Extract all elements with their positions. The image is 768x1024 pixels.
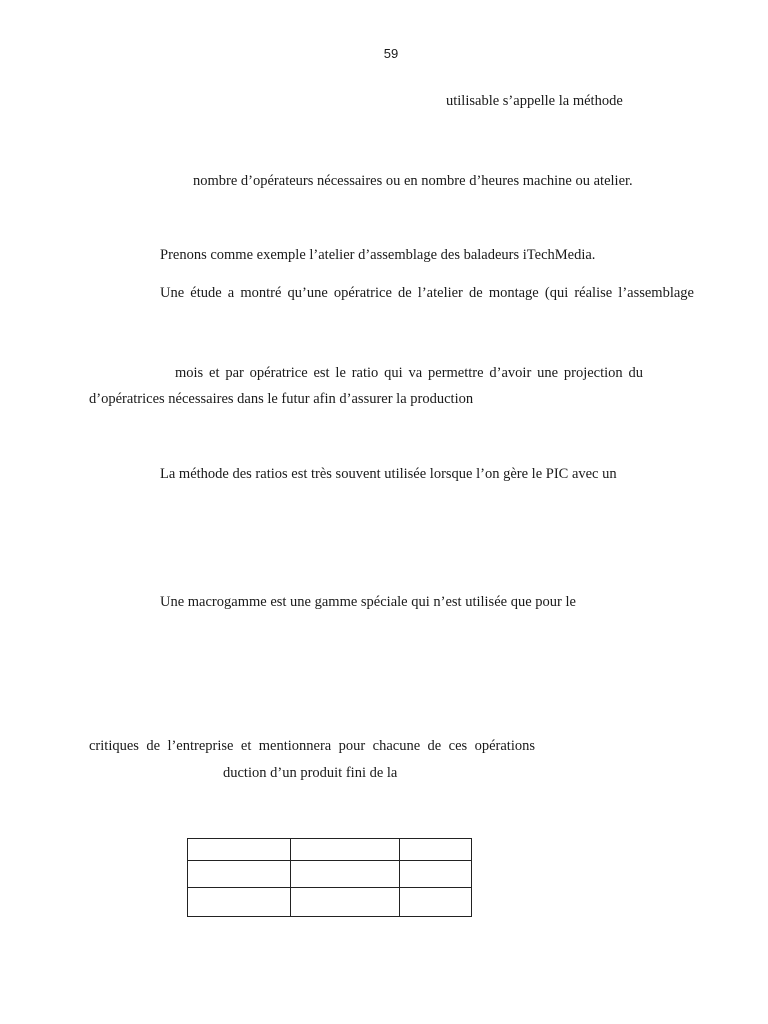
text-line-8: Une macrogamme est une gamme spéciale qui n’est utilisée que pour le (160, 594, 576, 610)
text-line-5: mois et par opératrice est le ratio qui va permettre d’avoir une projection du (175, 365, 643, 381)
text-line-3: Prenons comme exemple l’atelier d’assemblage des baladeurs iTechMedia. (160, 247, 596, 263)
text-line-9: critiques de l’entreprise et mentionnera pour chacune de ces opérations (89, 738, 535, 754)
table-cell (291, 839, 400, 861)
table-cell (188, 888, 291, 917)
table-cell (188, 839, 291, 861)
page-number: 59 (383, 46, 399, 61)
table-row (188, 888, 472, 917)
table-cell (400, 861, 472, 888)
data-table (187, 838, 472, 917)
table-cell (400, 839, 472, 861)
table-row (188, 861, 472, 888)
table-cell (291, 861, 400, 888)
table-cell (188, 861, 291, 888)
table-cell (400, 888, 472, 917)
text-line-1: utilisable s’appelle la méthode (446, 93, 623, 109)
text-line-6: d’opératrices nécessaires dans le futur afin d’assurer la production (89, 391, 474, 407)
text-line-2: nombre d’opérateurs nécessaires ou en nombre d’heures machine ou atelier. (193, 173, 633, 189)
table-cell (291, 888, 400, 917)
text-line-7: La méthode des ratios est très souvent utilisée lorsque l’on gère le PIC avec un (160, 466, 617, 482)
text-line-10: duction d’un produit fini de la (223, 765, 398, 781)
table-row (188, 839, 472, 861)
text-line-4: Une étude a montré qu’une opératrice de l’atelier de montage (qui réalise l’assemblage (160, 285, 694, 301)
